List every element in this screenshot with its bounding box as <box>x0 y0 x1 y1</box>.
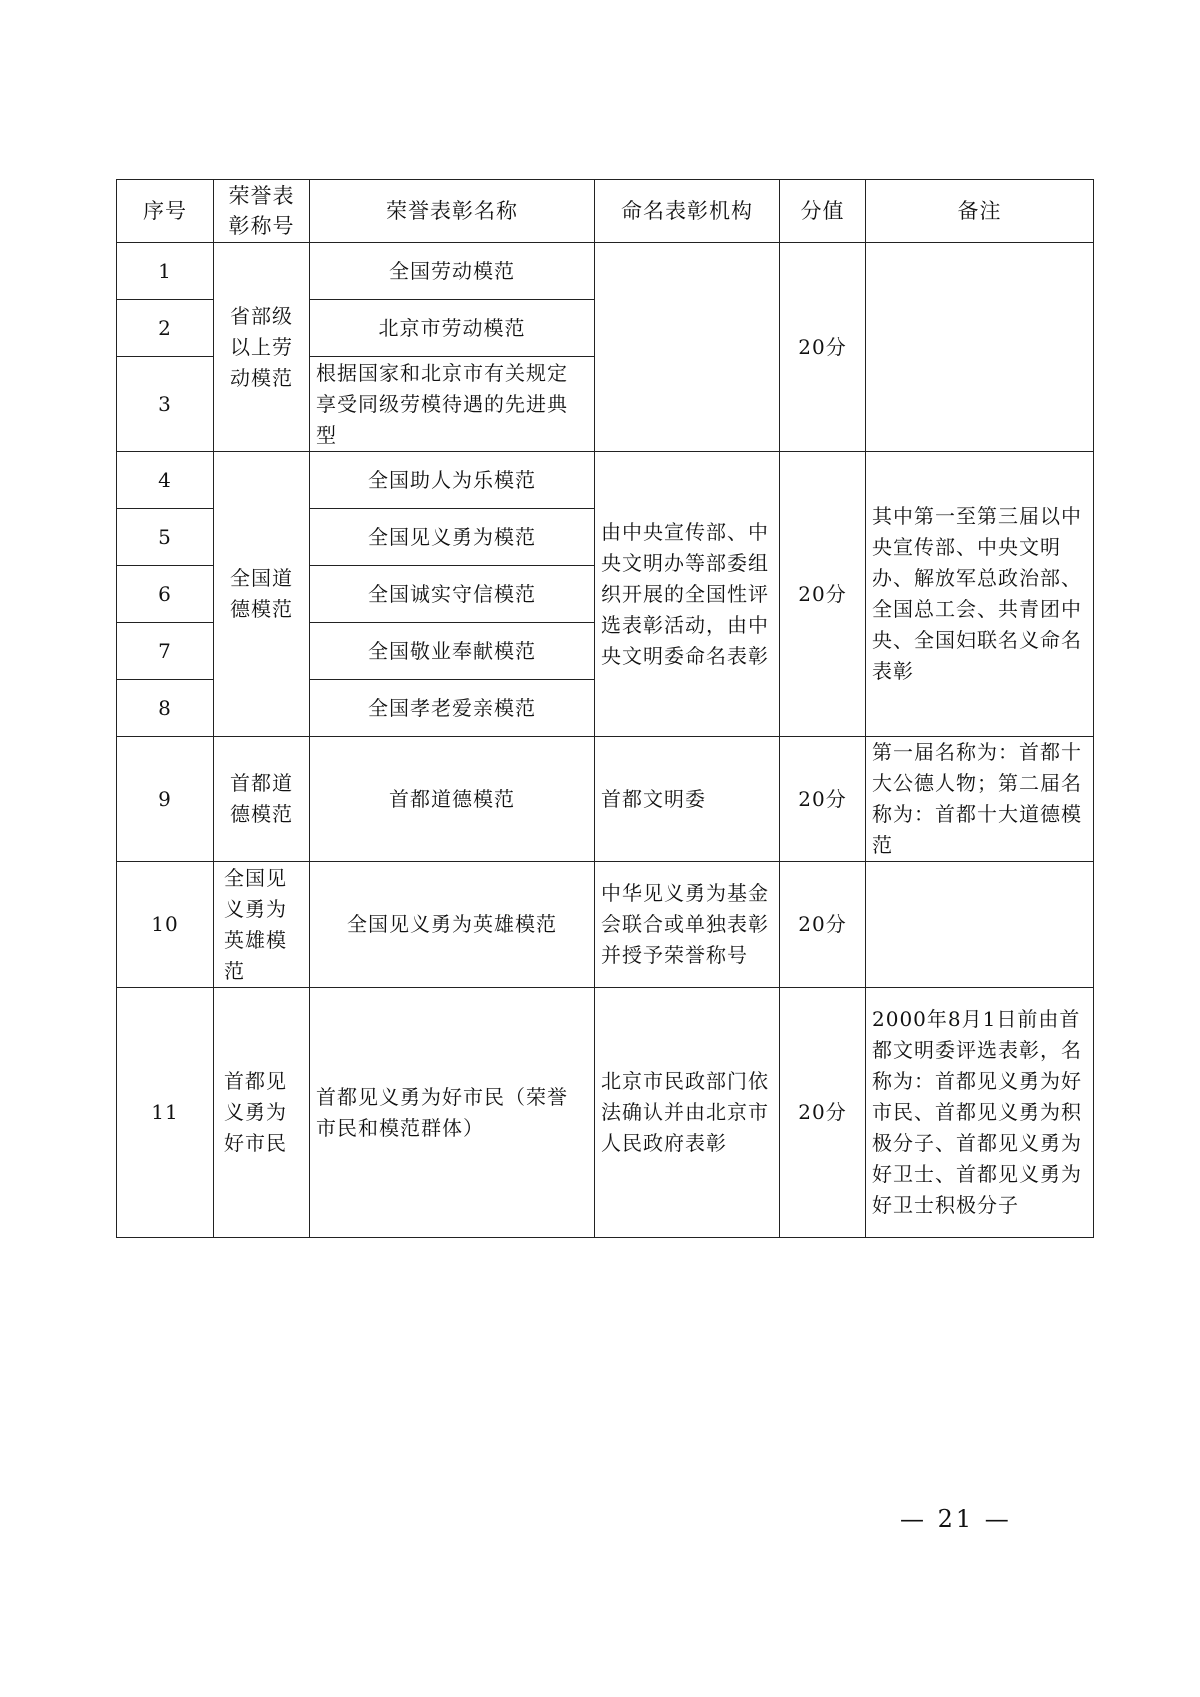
cell-category: 全国见义勇为英雄模范 <box>214 862 310 988</box>
cell-name: 首都道德模范 <box>310 737 595 862</box>
cell-no: 4 <box>117 452 214 509</box>
cell-note <box>866 243 1094 452</box>
cell-organization: 由中央宣传部、中央文明办等部委组织开展的全国性评选表彰活动，由中央文明委命名表彰 <box>595 452 780 737</box>
cell-no: 1 <box>117 243 214 300</box>
cell-name: 全国劳动模范 <box>310 243 595 300</box>
cell-organization: 首都文明委 <box>595 737 780 862</box>
cell-name: 首都见义勇为好市民（荣誉市民和模范群体） <box>310 988 595 1238</box>
cell-score: 20分 <box>780 737 866 862</box>
header-score: 分值 <box>780 180 866 243</box>
page-number: — 21 — <box>900 1505 1012 1533</box>
table-row <box>117 737 1094 862</box>
cell-no: 2 <box>117 300 214 357</box>
cell-organization: 北京市民政部门依法确认并由北京市人民政府表彰 <box>595 988 780 1238</box>
cell-name: 全国助人为乐模范 <box>310 452 595 509</box>
cell-name: 全国见义勇为模范 <box>310 509 595 566</box>
cell-no: 5 <box>117 509 214 566</box>
cell-note: 其中第一至第三届以中央宣传部、中央文明办、解放军总政治部、全国总工会、共青团中央、全国妇联名义命名表彰 <box>866 452 1094 737</box>
cell-no: 9 <box>117 737 214 862</box>
table-header-row <box>117 180 1094 243</box>
header-note: 备注 <box>866 180 1094 243</box>
header-category: 荣誉表彰称号 <box>214 180 310 243</box>
table-row <box>117 243 1094 300</box>
cell-note: 2000年8月1日前由首都文明委评选表彰，名称为：首都见义勇为好市民、首都见义勇为积极分子、首都见义勇为好卫士、首都见义勇为好卫士积极分子 <box>866 988 1094 1238</box>
cell-score: 20分 <box>780 988 866 1238</box>
table-row <box>117 862 1094 988</box>
cell-category: 全国道德模范 <box>214 452 310 737</box>
cell-organization <box>595 243 780 452</box>
cell-organization: 中华见义勇为基金会联合或单独表彰并授予荣誉称号 <box>595 862 780 988</box>
cell-no: 7 <box>117 623 214 680</box>
header-no: 序号 <box>117 180 214 243</box>
cell-score: 20分 <box>780 243 866 452</box>
cell-note: 第一届名称为：首都十大公德人物；第二届名称为：首都十大道德模范 <box>866 737 1094 862</box>
cell-score: 20分 <box>780 862 866 988</box>
header-organization: 命名表彰机构 <box>595 180 780 243</box>
cell-name: 全国见义勇为英雄模范 <box>310 862 595 988</box>
cell-no: 3 <box>117 357 214 452</box>
cell-note <box>866 862 1094 988</box>
cell-name: 全国敬业奉献模范 <box>310 623 595 680</box>
cell-name: 全国诚实守信模范 <box>310 566 595 623</box>
table-row <box>117 988 1094 1238</box>
cell-name: 全国孝老爱亲模范 <box>310 680 595 737</box>
cell-category: 首都见义勇为好市民 <box>214 988 310 1238</box>
honors-table <box>116 179 1094 1238</box>
table-row <box>117 452 1094 509</box>
cell-no: 6 <box>117 566 214 623</box>
cell-name: 北京市劳动模范 <box>310 300 595 357</box>
cell-no: 8 <box>117 680 214 737</box>
cell-category: 首都道德模范 <box>214 737 310 862</box>
cell-no: 11 <box>117 988 214 1238</box>
cell-no: 10 <box>117 862 214 988</box>
header-name: 荣誉表彰名称 <box>310 180 595 243</box>
cell-score: 20分 <box>780 452 866 737</box>
cell-name: 根据国家和北京市有关规定享受同级劳模待遇的先进典型 <box>310 357 595 452</box>
cell-category: 省部级以上劳动模范 <box>214 243 310 452</box>
